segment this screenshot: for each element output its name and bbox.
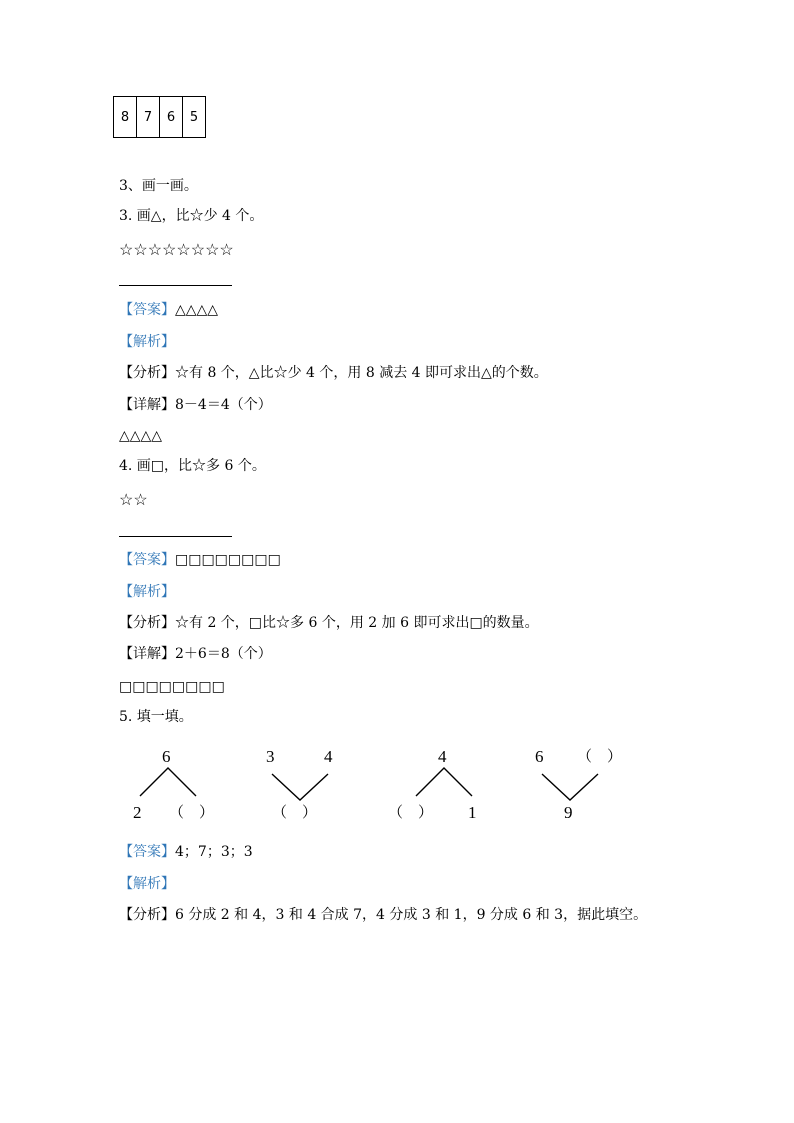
star-row: ☆☆ xyxy=(119,490,148,509)
fenxi-tag: 【分析】 xyxy=(119,365,175,381)
fenxi-text: ☆有 8 个，△比☆少 4 个，用 8 减去 4 即可求出△的个数。 xyxy=(175,365,548,381)
section-heading: 3、画一画。 xyxy=(119,178,198,194)
tree-4-bottom: 9 xyxy=(564,803,573,822)
number-cell: 6 xyxy=(160,97,183,138)
tree-2-blank[interactable]: （ ） xyxy=(272,805,318,821)
analysis-tag: 【解析】 xyxy=(119,334,175,350)
tree-4-branches xyxy=(542,774,598,800)
answer-tag: 【答案】 xyxy=(119,552,175,568)
answer-line-5 xyxy=(119,843,253,861)
question-5: 5. 填一填。 xyxy=(119,709,193,725)
detail-tag: 【详解】 xyxy=(119,397,175,413)
detail-tag: 【详解】 xyxy=(119,646,175,662)
result-text: △△△△ xyxy=(119,428,163,444)
tree-4-left: 6 xyxy=(535,747,544,766)
answer-text: 4；7；3；3 xyxy=(175,844,253,860)
tree-2-left: 3 xyxy=(266,747,275,766)
tree-2-branches xyxy=(272,774,328,800)
answer-tag: 【答案】 xyxy=(119,302,175,318)
tree-1-blank[interactable]: （ ） xyxy=(169,805,215,821)
question-3: 3. 画△，比☆少 4 个。 xyxy=(119,208,264,224)
star-row: ☆☆☆☆☆☆☆☆ xyxy=(119,240,234,259)
analysis-tag: 【解析】 xyxy=(119,876,175,892)
tree-3-top: 4 xyxy=(438,747,447,766)
answer-text: △△△△ xyxy=(175,302,219,318)
tree-3-branches xyxy=(416,768,472,796)
tree-4-blank[interactable]: （ ） xyxy=(577,749,623,765)
tree-1-left: 2 xyxy=(133,803,142,822)
detail-text: 8－4＝4（个） xyxy=(175,397,272,413)
number-cell: 5 xyxy=(183,97,206,138)
number-cell: 7 xyxy=(137,97,160,138)
fenxi-text: ☆有 2 个，□比☆多 6 个，用 2 加 6 即可求出□的数量。 xyxy=(175,615,539,631)
question-4: 4. 画□，比☆多 6 个。 xyxy=(119,458,266,474)
fenxi-line-5 xyxy=(119,906,647,924)
tree-1-top: 6 xyxy=(162,747,171,766)
fenxi-tag: 【分析】 xyxy=(119,907,175,923)
fenxi-tag: 【分析】 xyxy=(119,615,175,631)
tree-2-right: 4 xyxy=(324,747,333,766)
answer-text: □□□□□□□□ xyxy=(175,552,281,568)
number-cell: 8 xyxy=(114,97,137,138)
result-text: □□□□□□□□ xyxy=(119,679,225,695)
tree-3-right: 1 xyxy=(468,803,477,822)
tree-3-blank[interactable]: （ ） xyxy=(388,805,434,821)
tree-1-branches xyxy=(140,768,196,796)
detail-text: 2＋6＝8（个） xyxy=(175,646,272,662)
fenxi-text: 6 分成 2 和 4，3 和 4 合成 7，4 分成 3 和 1，9 分成 6 和 3，据此填空。 xyxy=(175,907,648,923)
analysis-tag: 【解析】 xyxy=(119,584,175,600)
answer-tag: 【答案】 xyxy=(119,844,175,860)
